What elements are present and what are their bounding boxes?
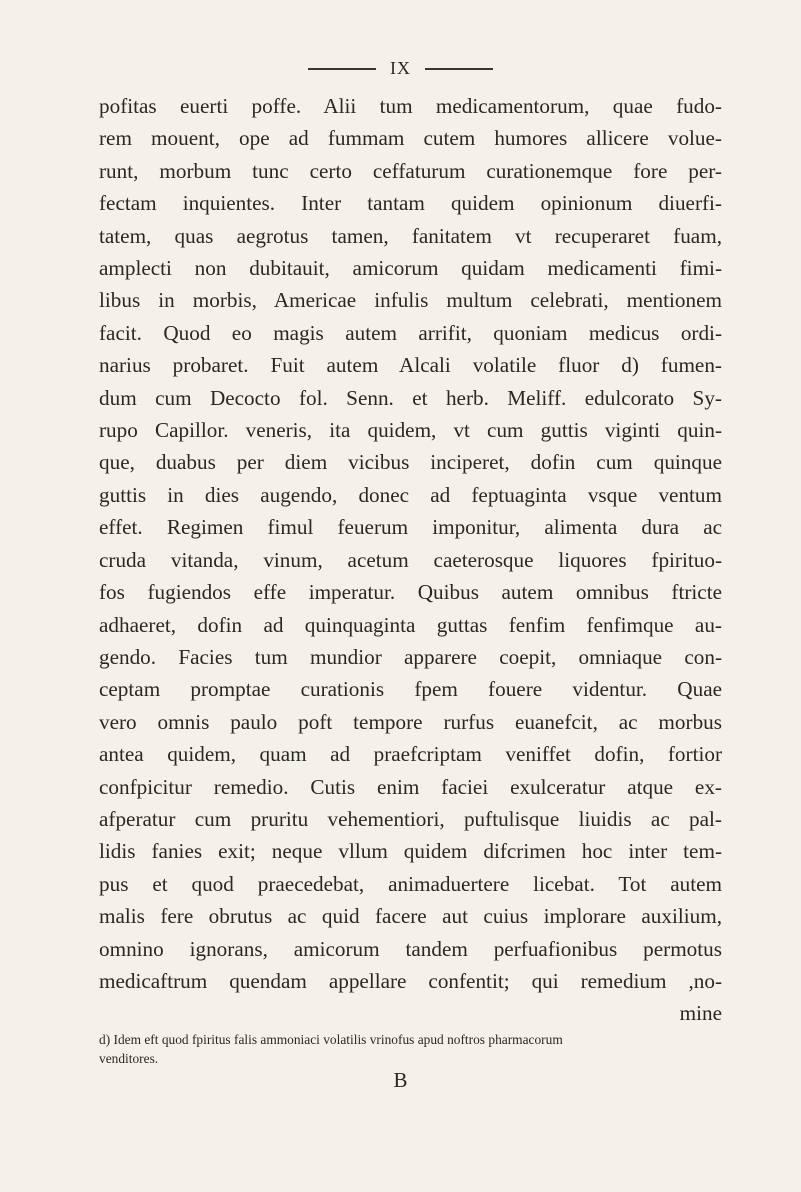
text-line: ceptam promptae curationis fpem fouere videntur. Quae bbox=[99, 677, 722, 702]
footnote-line: venditores. bbox=[99, 1051, 159, 1066]
text-line: omnino ignorans, amicorum tandem perfuafionibus permotus bbox=[99, 936, 722, 961]
text-line: libus in morbis, Americae infulis multum celebrati, mentionem bbox=[99, 288, 722, 313]
text-line: guttis in dies augendo, donec ad feptuaginta vsque ventum bbox=[99, 482, 722, 507]
footnote-line: d) Idem eft quod fpiritus falis ammoniaci volatilis vrinofus apud noftros pharmacorum bbox=[99, 1032, 563, 1047]
text-line: tatem, quas aegrotus tamen, fanitatem vt recuperaret fuam, bbox=[99, 223, 722, 248]
text-line: rem mouent, ope ad fummam cutem humores allicere volue- bbox=[99, 126, 722, 151]
text-line: dum cum Decocto fol. Senn. et herb. Meliff. edulcorato Sy- bbox=[99, 385, 722, 410]
text-line: confpicitur remedio. Cutis enim faciei exulceratur atque ex- bbox=[99, 774, 722, 799]
text-line: cruda vitanda, vinum, acetum caeterosque liquores fpirituo- bbox=[99, 547, 722, 572]
page-header bbox=[0, 58, 801, 79]
text-line: pofitas euerti poffe. Alii tum medicamentorum, quae fudo- bbox=[99, 94, 722, 118]
text-line: antea quidem, quam ad praefcriptam veniffet dofin, fortior bbox=[99, 742, 722, 767]
header-rule-right bbox=[425, 68, 493, 70]
text-line: effet. Regimen fimul feuerum imponitur, alimenta dura ac bbox=[99, 515, 722, 540]
text-line: fectam inquientes. Inter tantam quidem opinionum diuerfi- bbox=[99, 191, 722, 216]
catchword: mine bbox=[679, 1001, 722, 1026]
signature-mark: B bbox=[393, 1068, 408, 1092]
text-line: medicaftrum quendam appellare confentit; qui remedium ,no- bbox=[99, 968, 722, 993]
text-line: rupo Capillor. veneris, ita quidem, vt cum guttis viginti quin- bbox=[99, 418, 722, 443]
text-line: lidis fanies exit; neque vllum quidem difcrimen hoc inter tem- bbox=[99, 839, 722, 864]
text-line: narius probaret. Fuit autem Alcali volatile fluor d) fumen- bbox=[99, 353, 722, 378]
text-line: fos fugiendos effe imperatur. Quibus autem omnibus ftricte bbox=[99, 580, 722, 605]
body-text bbox=[99, 90, 722, 1030]
text-line: afperatur cum pruritu vehementiori, puftulisque liuidis ac pal- bbox=[99, 806, 722, 831]
page-number: IX bbox=[390, 58, 411, 78]
footnote bbox=[99, 1030, 722, 1068]
text-line: malis fere obrutus ac quid facere aut cuius implorare auxilium, bbox=[99, 904, 722, 929]
text-line: que, duabus per diem vicibus inciperet, dofin cum quinque bbox=[99, 450, 722, 475]
text-line: vero omnis paulo poft tempore rurfus euanefcit, ac morbus bbox=[99, 709, 722, 734]
text-line: pus et quod praecedebat, animaduertere licebat. Tot autem bbox=[99, 871, 722, 896]
header-rule-left bbox=[308, 68, 376, 70]
text-line: adhaeret, dofin ad quinquaginta guttas fenfim fenfimque au- bbox=[99, 612, 722, 637]
text-line: gendo. Facies tum mundior apparere coepit, omniaque con- bbox=[99, 644, 722, 669]
text-line: amplecti non dubitauit, amicorum quidam medicamenti fimi- bbox=[99, 256, 722, 281]
text-line: facit. Quod eo magis autem arrifit, quoniam medicus ordi- bbox=[99, 320, 722, 345]
text-line: runt, morbum tunc certo ceffaturum curationemque fore per- bbox=[99, 158, 722, 183]
